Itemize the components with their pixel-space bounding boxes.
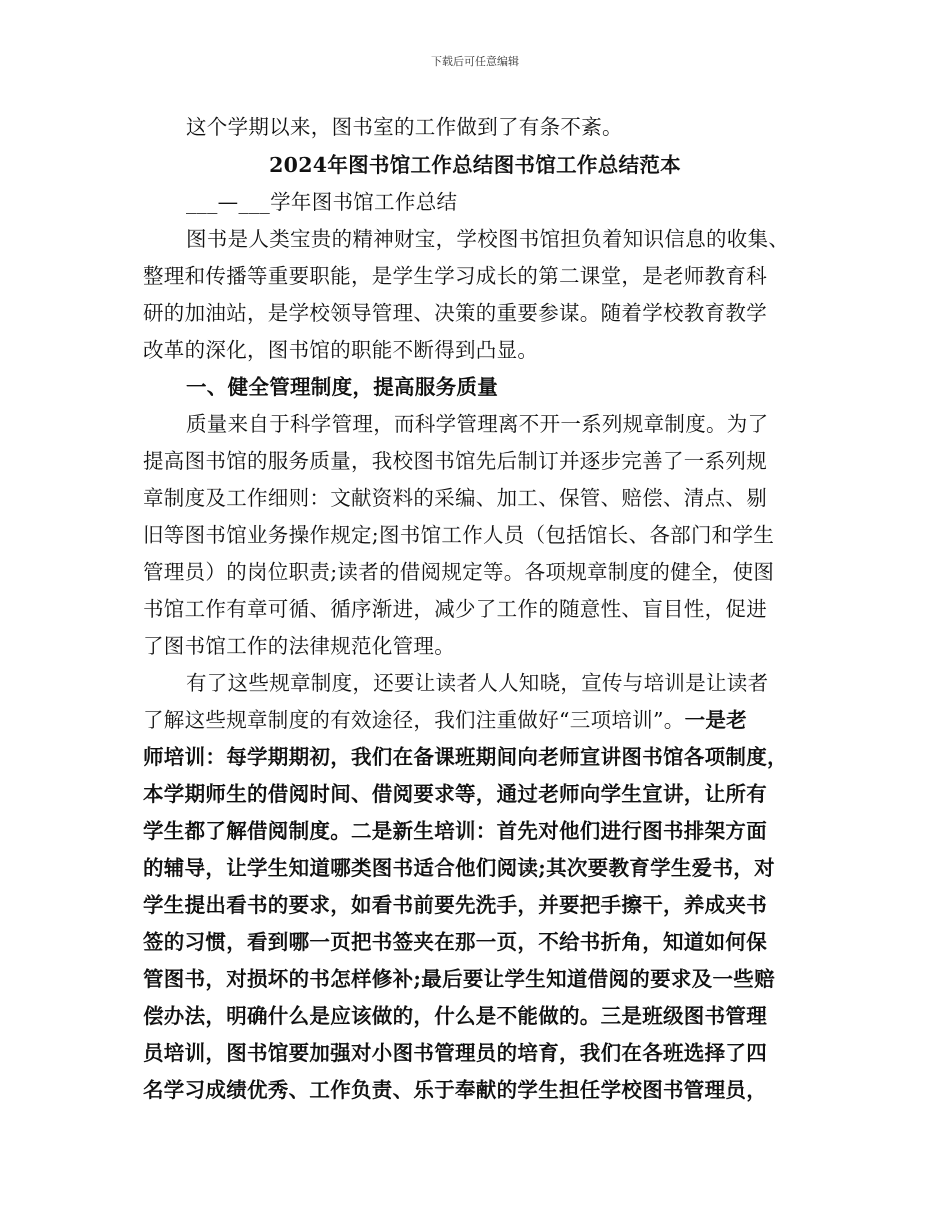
bold-text: 一是老 [684, 708, 747, 732]
document-title: 2024年图书馆工作总结图书馆工作总结范本 [269, 153, 681, 177]
paragraph-line: 章制度及工作细则：文献资料的采编、加工、保管、赔偿、清点、剔 [143, 486, 767, 510]
paragraph-line: 改革的深化，图书馆的职能不断得到凸显。 [143, 338, 539, 362]
paragraph-line: 旧等图书馆业务操作规定;图书馆工作人员（包括馆长、各部门和学生 [143, 523, 775, 547]
paragraph-line: 图书是人类宝贵的精神财宝，学校图书馆担负着知识信息的收集、 [186, 227, 790, 251]
paragraph-text: 了解这些规章制度的有效途径，我们注重做好“三项培训”。 [143, 708, 685, 732]
paragraph-line: 有了这些规章制度，还要让读者人人知晓，宣传与培训是让读者 [186, 671, 769, 695]
paragraph-line: 了图书馆工作的法律规范化管理。 [143, 634, 455, 658]
paragraph-line: 这个学期以来，图书室的工作做到了有条不紊。 [186, 115, 623, 139]
paragraph-line: 质量来自于科学管理，而科学管理离不开一系列规章制度。为了 [186, 412, 769, 436]
bold-paragraph-line: 签的习惯，看到哪一页把书签夹在那一页，不给书折角，知道如何保 [143, 930, 767, 954]
section-heading: 一、健全管理制度，提高服务质量 [186, 375, 498, 399]
bold-paragraph-line: 学生提出看书的要求，如看书前要先洗手，并要把手擦干，养成夹书 [143, 893, 767, 917]
subtitle-line: ___—___学年图书馆工作总结 [186, 190, 458, 214]
bold-paragraph-line: 的辅导，让学生知道哪类图书适合他们阅读;其次要教育学生爱书，对 [143, 856, 775, 880]
bold-paragraph-line: 学生都了解借阅制度。二是新生培训：首先对他们进行图书排架方面 [143, 819, 767, 843]
bold-paragraph-line: 师培训：每学期期初，我们在备课班期间向老师宣讲图书馆各项制度， [143, 745, 788, 769]
bold-paragraph-line: 员培训，图书馆要加强对小图书管理员的培育，我们在各班选择了四 [143, 1041, 767, 1065]
paragraph-line: 研的加油站，是学校领导管理、决策的重要参谋。随着学校教育教学 [143, 301, 767, 325]
page-header-note: 下载后可任意编辑 [431, 55, 519, 68]
paragraph-line: 管理员）的岗位职责;读者的借阅规定等。各项规章制度的健全，使图 [143, 560, 775, 584]
bold-paragraph-line: 名学习成绩优秀、工作负责、乐于奉献的学生担任学校图书管理员， [143, 1078, 767, 1102]
paragraph-line: 整理和传播等重要职能，是学生学习成长的第二课堂，是老师教育科 [143, 264, 767, 288]
bold-paragraph-line: 管图书，对损坏的书怎样修补;最后要让学生知道借阅的要求及一些赔 [143, 967, 775, 991]
paragraph-line [143, 705, 747, 735]
bold-paragraph-line: 本学期师生的借阅时间、借阅要求等，通过老师向学生宣讲，让所有 [143, 782, 767, 806]
bold-paragraph-line: 偿办法，明确什么是应该做的，什么是不能做的。三是班级图书管理 [143, 1004, 767, 1028]
paragraph-line: 书馆工作有章可循、循序渐进，减少了工作的随意性、盲目性，促进 [143, 597, 767, 621]
paragraph-line: 提高图书馆的服务质量，我校图书馆先后制订并逐步完善了一系列规 [143, 449, 767, 473]
